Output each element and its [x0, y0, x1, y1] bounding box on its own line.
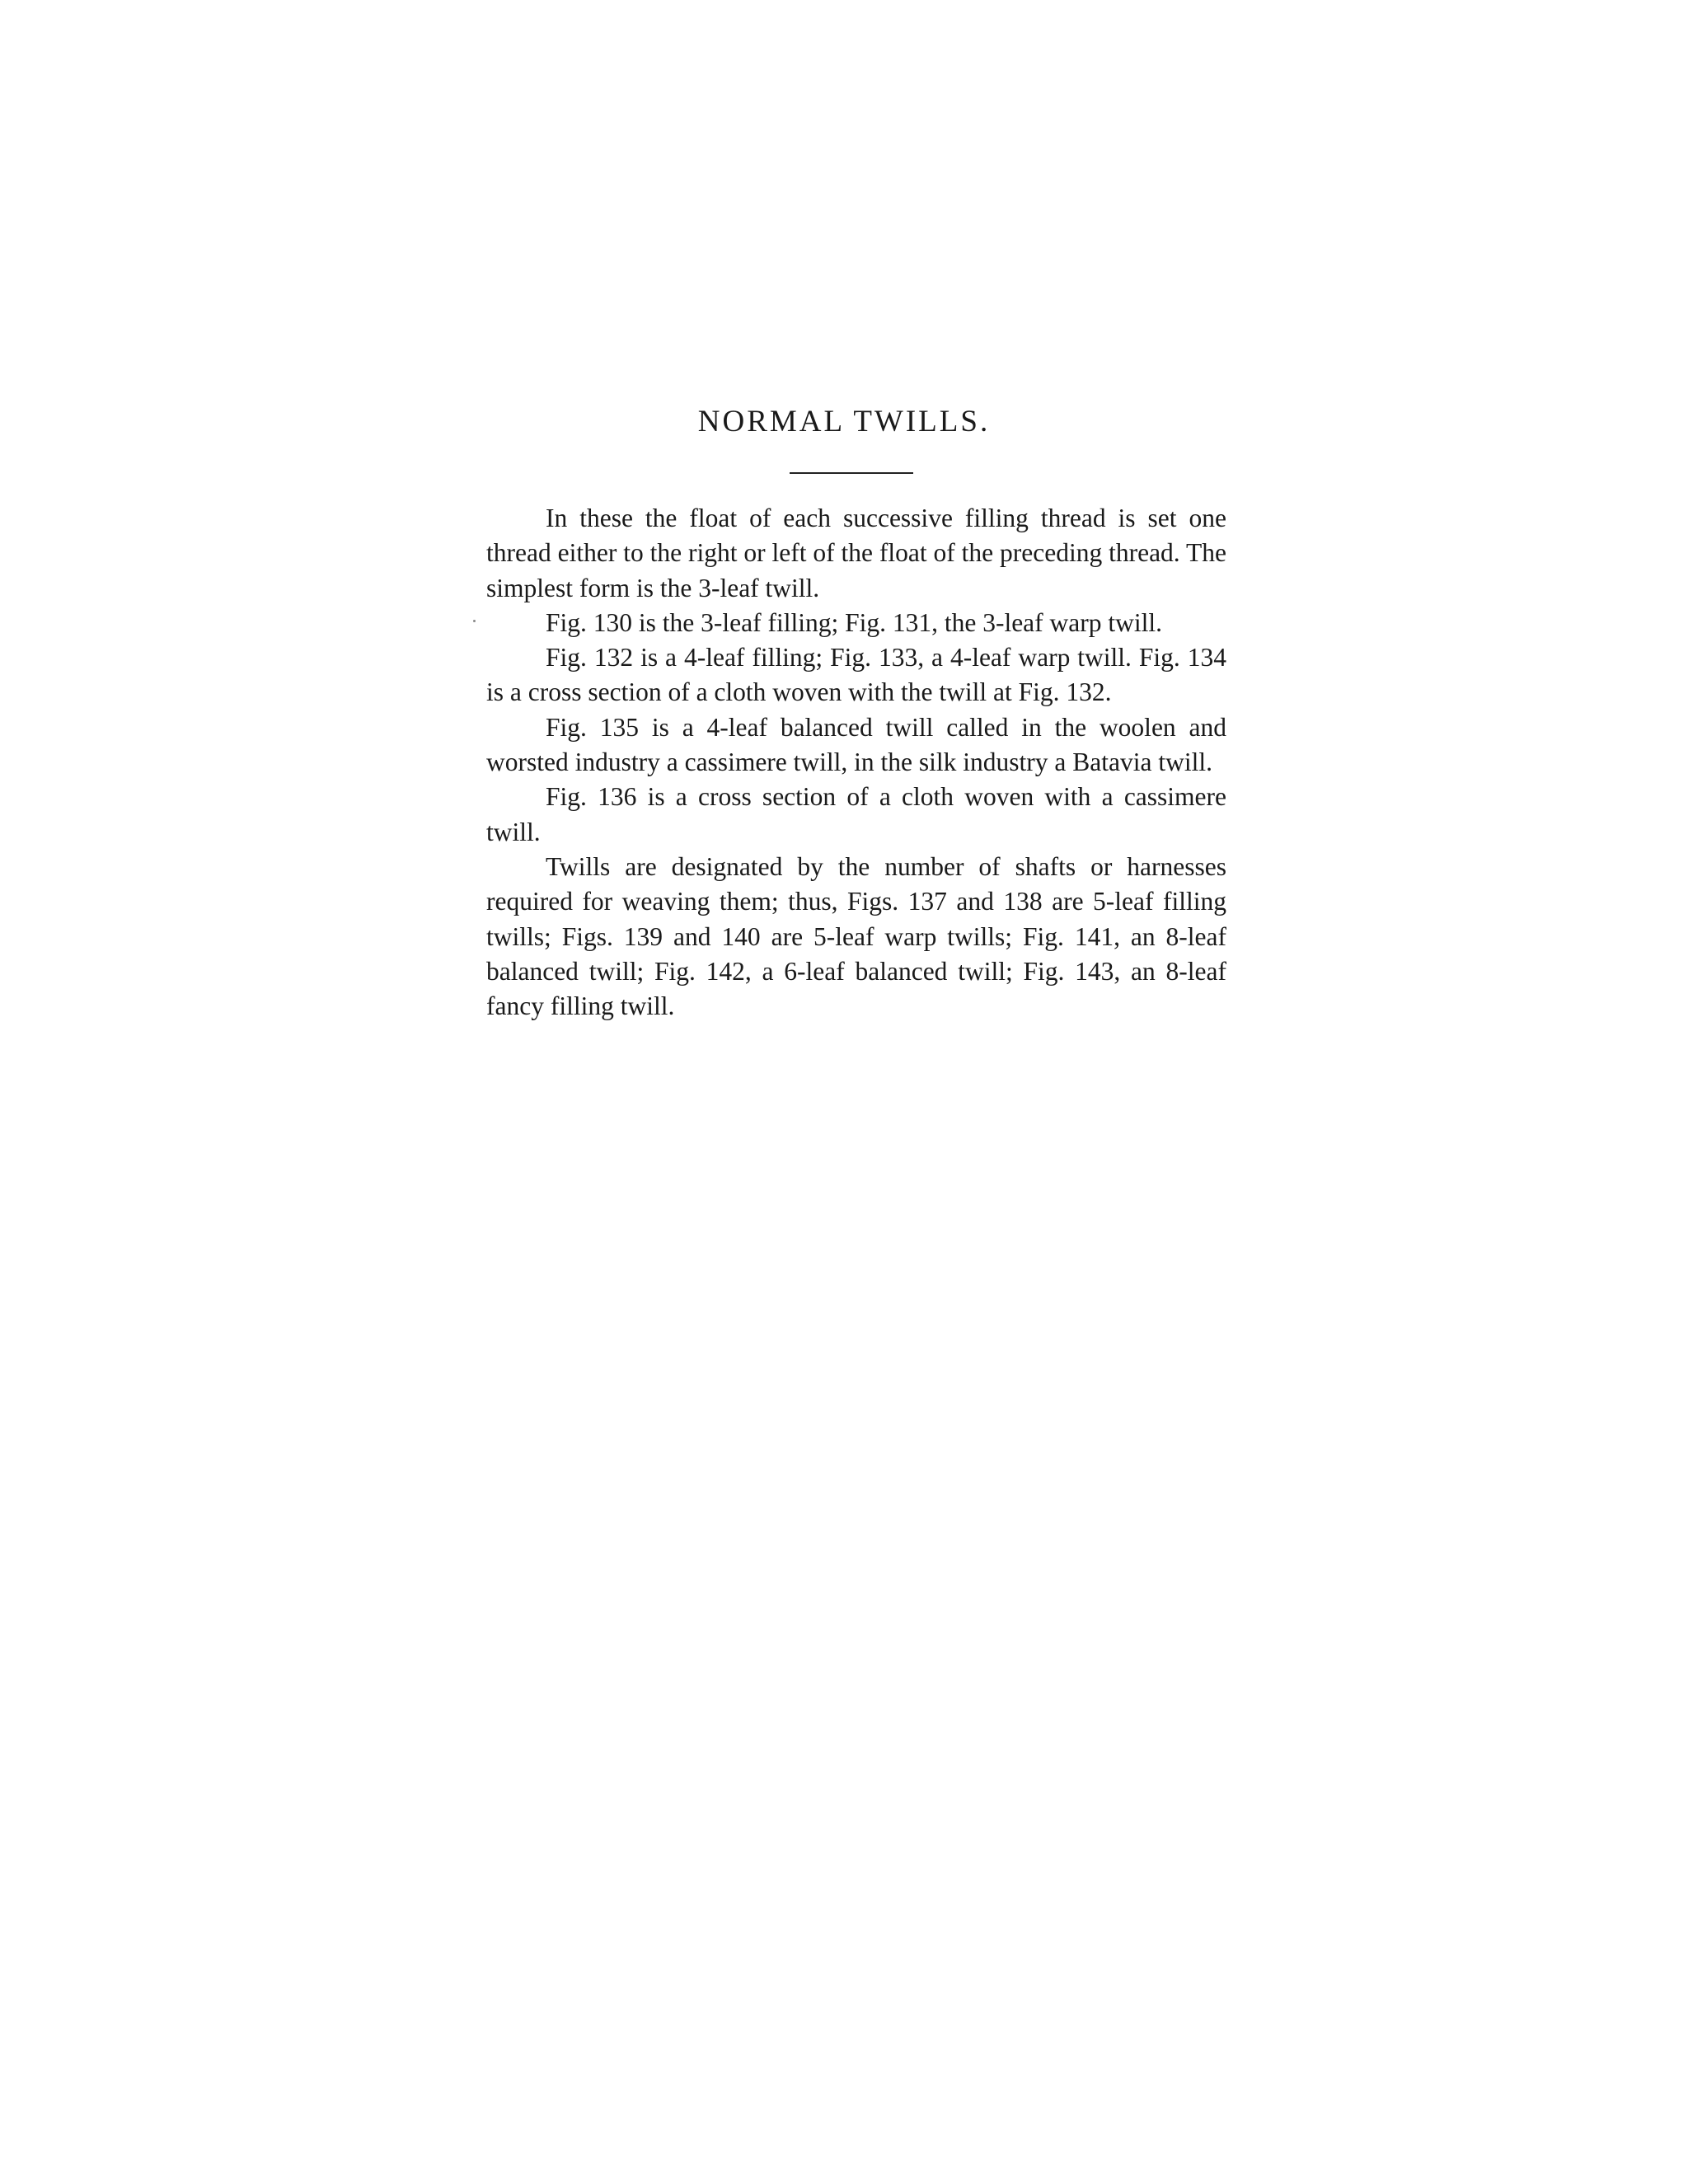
paragraph: Fig. 135 is a 4-leaf balanced twill called in the woolen and worsted industry a cassimere twill, in the silk industry a Batavia twill.	[486, 712, 1226, 777]
paragraph: In these the float of each successive filling thread is set one thread either to the right or left of the float of the preceding thread. The simplest form is the 3-leaf twill.	[486, 504, 1226, 602]
paragraph: Twills are designated by the number of shafts or harnesses required for weaving them; thus, Figs. 137 and 138 are 5-leaf filling twills; Figs. 139 and 140 are 5-leaf warp twills; Fig. 141, an 8-leaf balanced twill; Fig. 142, a 6-leaf balanced twill; Fig. 143, an 8-leaf fancy filling twill.	[486, 851, 1226, 1021]
margin-speck	[473, 620, 476, 622]
paragraph: Fig. 132 is a 4-leaf filling; Fig. 133, a 4-leaf warp twill. Fig. 134 is a cross section of a cloth woven with the twill at Fig. 132.	[486, 643, 1226, 707]
title-divider	[790, 472, 913, 474]
paragraph: Fig. 130 is the 3-leaf filling; Fig. 131, the 3-leaf warp twill.	[546, 607, 1163, 637]
body-text	[486, 501, 1226, 1024]
page-title: NORMAL TWILLS.	[697, 405, 991, 438]
paragraph: Fig. 136 is a cross section of a cloth woven with a cassimere twill.	[486, 782, 1226, 846]
